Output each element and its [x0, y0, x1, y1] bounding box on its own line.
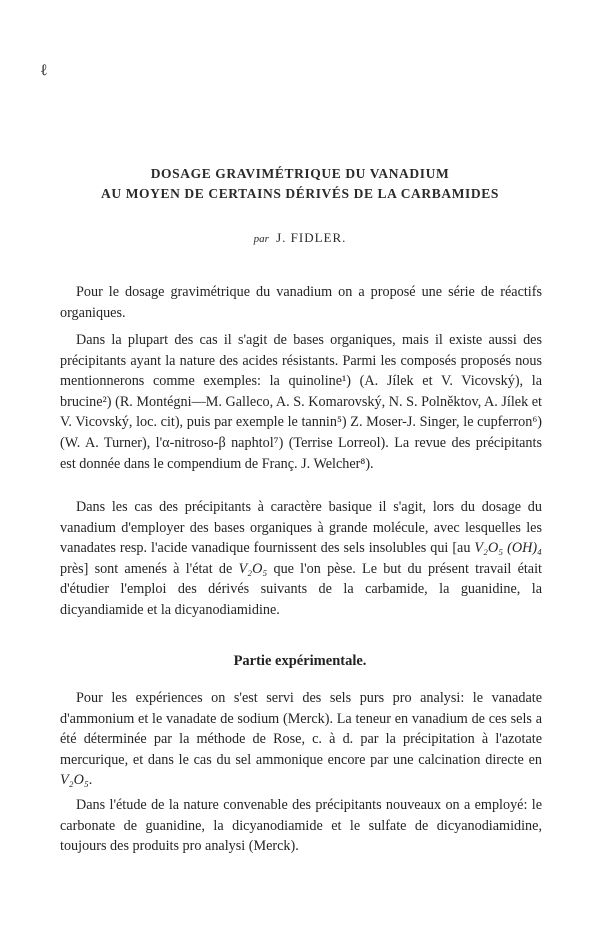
author-line: [0, 230, 600, 246]
paragraph-5: [60, 795, 542, 857]
paragraph-3: [60, 497, 542, 621]
paragraph-2-text: Dans la plupart des cas il s'agit de bases organiques, mais il existe aussi des précipitants ayant la nature des acides résistants. Parmi les composés proposés nous mentionnerons comme exemples: la quinoline¹) (A. Jílek et V. Vicovský), la brucine²) (R. Montégni—M. Galleco, A. S. Komarovský, N. S. Polněktov, A. Jílek et V. Vicovský, loc. cit), puis par exemple le tannin⁵) Z. Moser-J. Singer, le cupferron⁶) (W. A. Turner), l'α-nitroso-β naphtol⁷) (Terrise Lorreol). La revue des précipitants est donnée dans le compendium de Franç. J. Welcher⁸).: [60, 332, 542, 472]
title-line-1: DOSAGE GRAVIMÉTRIQUE DU VANADIUM: [150, 166, 450, 181]
formula-vanadium-hydroxide: V₂O₅ (OH)₄: [474, 540, 542, 557]
paragraph-4: [60, 688, 542, 791]
paragraph-4-part-2: .: [88, 772, 93, 789]
corner-mark: ℓ: [40, 62, 48, 79]
paragraph-3-text: [60, 497, 542, 621]
title-line-2: AU MOYEN DE CERTAINS DÉRIVÉS DE LA CARBAMIDES: [101, 186, 499, 201]
paragraph-4-text: [60, 688, 542, 791]
paragraph-2: [60, 330, 542, 474]
paragraph-5-text: Dans l'étude de la nature convenable des précipitants nouveaux on a employé: le carbonate de guanidine, la dicyanodiamide et le sulfate de dicyanodiamidine, toujours des produits pro analysi (Merck).: [60, 797, 542, 855]
paragraph-1-text: Pour le dosage gravimétrique du vanadium on a proposé une série de réactifs organiques.: [60, 284, 542, 321]
paragraph-3-part-1: Dans les cas des précipitants à caractère basique il s'agit, lors du dosage du vanadium d'employer des bases organiques à grande molécule, avec lesquelles les vanadates resp. l'acide vanadique fournissent des sels insolubles qui [au: [60, 499, 542, 557]
formula-vanadium-pentoxide-2: V₂O₅: [60, 772, 89, 789]
author-prefix: par: [253, 233, 269, 245]
section-title: Partie expérimentale.: [233, 653, 367, 669]
paragraph-4-part-1: Pour les expériences on s'est servi des sels purs pro analysi: le vanadate d'ammonium et le vanadate de sodium (Merck). La teneur en vanadium de ces sels a été déterminée par la méthode de Rose, c. à d. par la précipitation à l'azotate mercurique, et dans le cas du sel ammonique encore par une calcination directe en: [60, 690, 542, 768]
formula-vanadium-pentoxide: V₂O₅: [238, 560, 268, 577]
author-name: J. FIDLER.: [276, 230, 347, 245]
paragraph-1: [60, 282, 542, 323]
paragraph-3-part-2: près] sont amenés à l'état de: [60, 560, 239, 577]
paragraph-3-part-3: que l'on pèse. Le but du présent travail était d'étudier l'emploi des dérivés suivants de la carbamide, la guanidine, la dicyandiamide et la dicyanodiamidine.: [60, 560, 542, 618]
